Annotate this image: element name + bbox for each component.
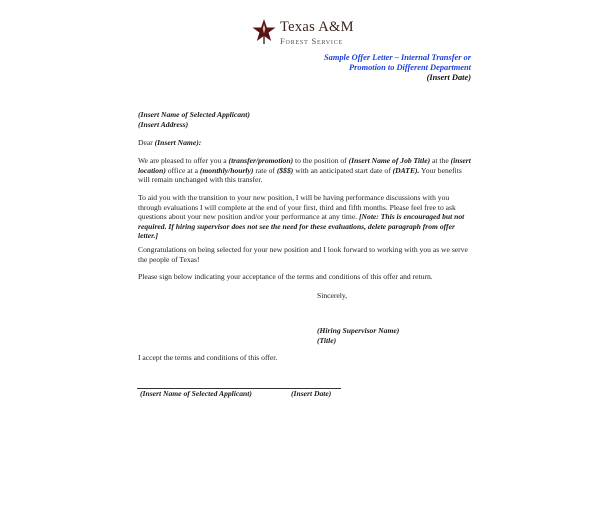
- para1-bold-5: ($$$): [276, 165, 294, 175]
- acceptance-statement: I accept the terms and conditions of this offer.: [138, 353, 278, 362]
- salutation-punct: :: [198, 138, 202, 147]
- para1-bold-1: (transfer/promotion): [228, 156, 294, 165]
- para2-note: [Note: This is encouraged but not required. If hiring supervisor does not see the need for these evaluations, delete paragraph from offer letter.]: [138, 212, 465, 241]
- heading-line-2: Promotion to Different Department: [349, 63, 471, 72]
- para1-bold-2: (Insert Name of Job Title): [348, 156, 431, 165]
- closing: Sincerely,: [317, 291, 348, 300]
- logo-subtitle: Forest Service: [280, 36, 343, 46]
- para1-text-6: with an anticipated start date of: [293, 165, 393, 175]
- salutation: [138, 138, 473, 148]
- paragraph-transition: [138, 193, 473, 241]
- salutation-name: (Insert Name): [154, 138, 199, 147]
- para1-bold-3: (insert location): [138, 156, 471, 175]
- logo: [252, 18, 362, 48]
- para1-text-2: to the position of: [293, 156, 349, 165]
- heading-line-1: Sample Offer Letter – Internal Transfer or: [323, 53, 471, 62]
- supervisor-title: (Title): [317, 336, 337, 345]
- paragraph-sign-request: Please sign below indicating your acceptance of the terms and conditions of this offer and return.: [138, 272, 433, 281]
- heading-date: (Insert Date): [426, 73, 471, 82]
- para1-text-3: at the: [430, 156, 451, 165]
- applicant-name: (Insert Name of Selected Applicant): [138, 110, 250, 119]
- logo-name: Texas A&M: [280, 19, 354, 35]
- applicant-address: (Insert Address): [138, 120, 189, 129]
- para1-bold-6: (DATE).: [392, 165, 420, 175]
- paragraph-congratulations: Congratulations on being selected for your new position and I look forward to working with you as we serve the people of Texas!: [138, 245, 468, 264]
- supervisor-name: (Hiring Supervisor Name): [317, 326, 400, 335]
- para1-text-4: office at a: [165, 165, 200, 175]
- salutation-dear: Dear: [138, 138, 155, 147]
- signature-date: (Insert Date): [291, 389, 332, 398]
- para2-text: To aid you with the transition to your new position, I will be having performance discussions with you through evaluations I will complete at the end of your first, third and fifth months. Please feel free to ask questions about your new position and/or your performance at any time.: [138, 193, 456, 222]
- letter-heading: [324, 53, 471, 83]
- para1-text-1: We are pleased to offer you a: [138, 156, 229, 165]
- para1-text-5: rate of: [253, 165, 277, 175]
- star-seal-icon: [252, 18, 276, 46]
- signature-applicant-name: (Insert Name of Selected Applicant): [140, 389, 252, 398]
- paragraph-offer: [138, 156, 473, 185]
- para1-bold-4: (monthly/hourly): [199, 165, 254, 175]
- para1-text-7: Your benefits will remain unchanged with this transfer.: [138, 165, 462, 185]
